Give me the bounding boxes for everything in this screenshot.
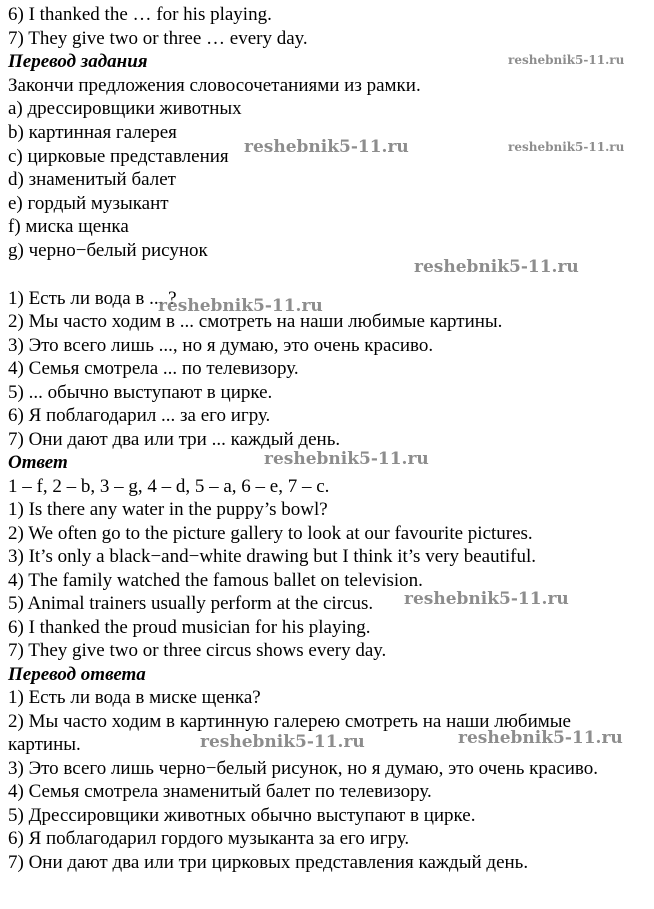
- answer-sentence: 3) It’s only a black−and−white drawing but I think it’s very beautiful.: [8, 546, 536, 567]
- watermark: reshebnik5-11.ru: [200, 732, 365, 752]
- top-line: 6) I thanked the … for his playing.: [8, 4, 272, 25]
- watermark: reshebnik5-11.ru: [508, 140, 625, 154]
- answer-sentence: 1) Is there any water in the puppy’s bowl?: [8, 499, 328, 520]
- answer-sentence: 5) Animal trainers usually perform at the circus.: [8, 593, 374, 614]
- answer-translation-sentence: 5) Дрессировщики животных обычно выступают в цирке.: [8, 805, 476, 826]
- answer-heading: Ответ: [8, 452, 68, 473]
- answer-sentence: 2) We often go to the picture gallery to look at our favourite pictures.: [8, 523, 533, 544]
- option-item: e) гордый музыкант: [8, 193, 169, 214]
- top-line: 7) They give two or three … every day.: [8, 28, 308, 49]
- answer-translation-sentence: картины.: [8, 734, 81, 755]
- task-intro: Закончи предложения словосочетаниями из рамки.: [8, 75, 421, 96]
- answer-translation-sentence: 3) Это всего лишь черно−белый рисунок, но я думаю, это очень красиво.: [8, 758, 599, 779]
- watermark: reshebnik5-11.ru: [508, 53, 625, 67]
- answer-translation-heading: Перевод ответа: [8, 664, 146, 685]
- option-item: f) миска щенка: [8, 216, 129, 237]
- answer-translation-sentence: 4) Семья смотрела знаменитый балет по телевизору.: [8, 781, 432, 802]
- answer-translation-sentence: 7) Они дают два или три цирковых представления каждый день.: [8, 852, 529, 873]
- watermark: reshebnik5-11.ru: [458, 728, 623, 748]
- answer-translation-sentence: 1) Есть ли вода в миске щенка?: [8, 687, 261, 708]
- task-sentence: 6) Я поблагодарил ... за его игру.: [8, 405, 271, 426]
- watermark: reshebnik5-11.ru: [244, 137, 409, 157]
- answer-sentence: 6) I thanked the proud musician for his playing.: [8, 617, 371, 638]
- option-item: c) цирковые представления: [8, 146, 229, 167]
- watermark: reshebnik5-11.ru: [404, 589, 569, 609]
- answer-translation-sentence: 6) Я поблагодарил гордого музыканта за его игру.: [8, 828, 410, 849]
- answer-sentence: 7) They give two or three circus shows every day.: [8, 640, 387, 661]
- answer-sentence: 4) The family watched the famous ballet on television.: [8, 570, 423, 591]
- option-item: a) дрессировщики животных: [8, 98, 242, 119]
- answer-key: 1 – f, 2 – b, 3 – g, 4 – d, 5 – a, 6 – e, 7 – c.: [8, 476, 330, 497]
- task-sentence: 2) Мы часто ходим в ... смотреть на наши любимые картины.: [8, 311, 503, 332]
- task-sentence: 3) Это всего лишь ..., но я думаю, это очень красиво.: [8, 335, 434, 356]
- watermark: reshebnik5-11.ru: [264, 449, 429, 469]
- answer-translation-sentence: 2) Мы часто ходим в картинную галерею смотреть на наши любимые: [8, 711, 571, 732]
- option-item: d) знаменитый балет: [8, 169, 176, 190]
- watermark: reshebnik5-11.ru: [158, 296, 323, 316]
- option-item: g) черно−белый рисунок: [8, 240, 208, 261]
- task-sentence: 4) Семья смотрела ... по телевизору.: [8, 358, 299, 379]
- option-item: b) картинная галерея: [8, 122, 177, 143]
- task-sentence: 1) Есть ли вода в ... ?: [8, 288, 177, 309]
- watermark: reshebnik5-11.ru: [414, 257, 579, 277]
- task-sentence: 5) ... обычно выступают в цирке.: [8, 382, 273, 403]
- task-translation-heading: Перевод задания: [8, 51, 148, 72]
- task-sentence: 7) Они дают два или три ... каждый день.: [8, 429, 341, 450]
